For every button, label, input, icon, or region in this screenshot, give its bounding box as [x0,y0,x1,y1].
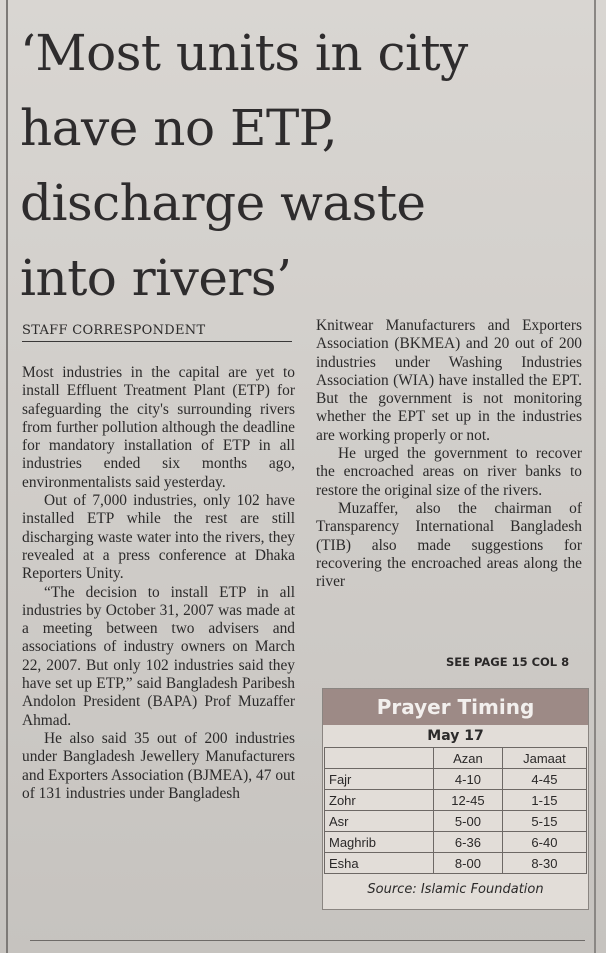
table-row [325,769,587,790]
jamaat-time: 8-30 [502,853,586,874]
right-column-rule [594,0,596,953]
prayer-timing-box [322,688,589,910]
table-row [325,811,587,832]
table-header-azan: Azan [434,748,503,769]
headline-line-3: discharge waste [20,174,426,232]
byline: STAFF CORRESPONDENT [22,323,292,342]
azan-time: 6-36 [434,832,503,853]
table-header-jamaat: Jamaat [502,748,586,769]
jamaat-time: 6-40 [502,832,586,853]
paragraph-5: Knitwear Manufacturers and Exporters Association (BKMEA) and 20 out of 200 industries under Washing Industries Association (WIA) have installed the EPT. But the government is not monitoring whether the EPT set up in the industries are working properly or not. [316,317,582,444]
table-row [325,790,587,811]
azan-time: 4-10 [434,769,503,790]
azan-time: 12-45 [434,790,503,811]
paragraph-2: Out of 7,000 industries, only 102 have installed ETP while the rest are still discharging waste water into the rivers, they revealed at a press conference at Dhaka Reporters Unity. [22,492,295,583]
article-headline [20,16,590,316]
prayer-name: Asr [325,811,434,832]
table-row [325,853,587,874]
paragraph-6: He urged the government to recover the encroached areas on river banks to restore the original size of the rivers. [316,445,582,499]
azan-time: 5-00 [434,811,503,832]
prayer-name: Fajr [325,769,434,790]
paragraph-1: Most industries in the capital are yet to install Effluent Treatment Plant (ETP) for safeguarding the city's surrounding rivers from further pollution although the deadline for mandatory installation of ETP in all industries ended six months ago, environmentalists said yesterday. [22,364,295,491]
jamaat-time: 4-45 [502,769,586,790]
paragraph-7: Muzaffer, also the chairman of Transparency International Bangladesh (TIB) also made suggestions for recovering the encroached areas along the river [316,499,582,591]
prayer-name: Maghrib [325,832,434,853]
prayer-timing-title: Prayer Timing [323,689,588,725]
continuation-note: SEE PAGE 15 COL 8 [446,655,570,669]
article-column-2 [316,317,582,591]
headline-line-1: ‘Most units in city [20,24,468,82]
headline-line-2: have no ETP, [20,99,338,157]
bottom-rule [30,940,585,941]
prayer-timing-table [324,747,587,874]
table-row [325,832,587,853]
prayer-timing-source: Source: Islamic Foundation [367,882,544,897]
prayer-timing-date: May 17 [427,728,484,744]
prayer-name: Esha [325,853,434,874]
table-header-row [325,748,587,769]
left-column-rule [6,0,8,953]
jamaat-time: 1-15 [502,790,586,811]
table-header-blank [325,748,434,769]
prayer-name: Zohr [325,790,434,811]
azan-time: 8-00 [434,853,503,874]
jamaat-time: 5-15 [502,811,586,832]
paragraph-3: “The decision to install ETP in all industries by October 31, 2007 was made at a meeting between two advisers and associations of industry owners on March 22, 2007. But only 102 industries said they have set up ETP,” said Bangladesh Paribesh Andolon President (BAPA) Prof Muzaffer Ahmad. [22,583,295,729]
article-column-1 [22,364,295,803]
paragraph-4: He also said 35 out of 200 industries under Bangladesh Jewellery Manufacturers and Exporters Association (BJMEA), 47 out of 131 industries under Bangladesh [22,729,295,802]
headline-line-4: into rivers’ [20,249,292,307]
